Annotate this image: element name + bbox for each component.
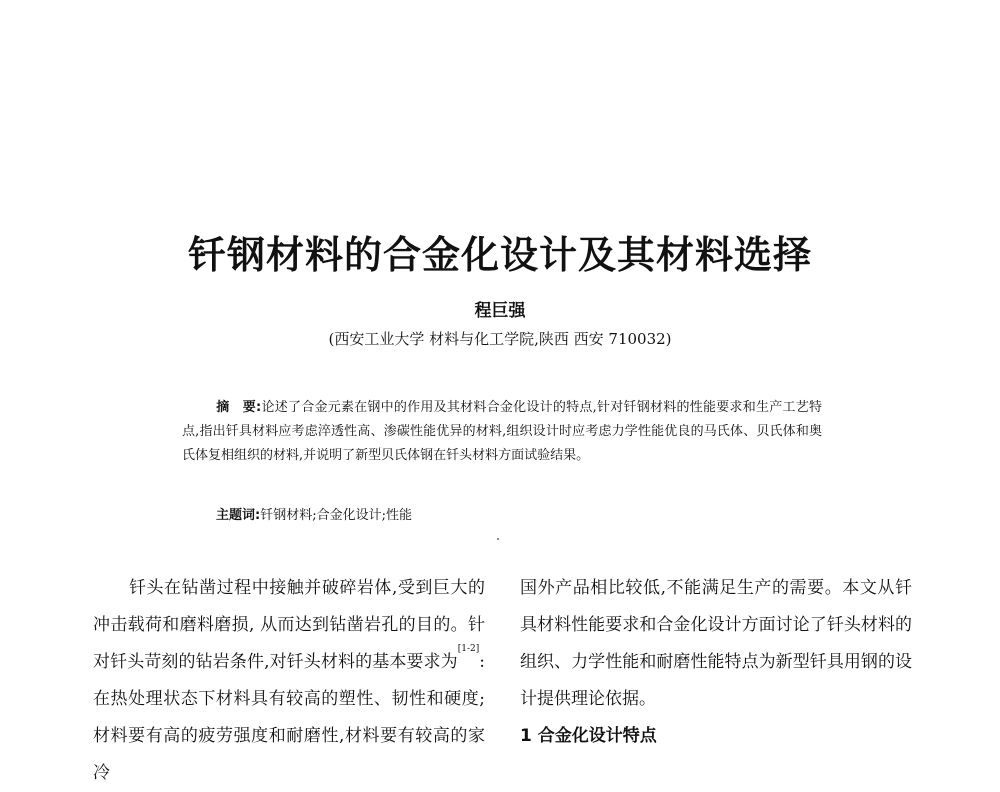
keywords-label: 主题词:	[216, 508, 261, 523]
abstract-label: 摘 要:	[216, 400, 262, 415]
body-column-left	[93, 570, 485, 792]
keywords	[216, 504, 816, 528]
intro-text-part2: :在热处理状态下材料具有较高的塑性、韧性和硬度;材料要有高的疲劳强度和耐磨性,材料要有较高的家冷	[93, 652, 485, 783]
keywords-text: 钎钢材料;合金化设计;性能	[260, 508, 412, 523]
author-affiliation: (西安工业大学 材料与化工学院,陕西 西安 710032)	[328, 330, 672, 348]
separator-mark	[497, 538, 499, 540]
intro-paragraph	[93, 570, 485, 792]
paper-title: 钎钢材料的合金化设计及其材料选择	[187, 232, 812, 277]
citation-ref: [1-2]	[457, 644, 480, 654]
abstract-text: 论述了合金元素在钢中的作用及其材料合金化设计的特点,针对钎钢材料的性能要求和生产工艺特点,指出钎具材料应考虑淬透性高、渗碳性能优异的材料,组织设计时应考虑力学性能优良的马氏体、贝氏体和奥氏体复相组织的材料,并说明了新型贝氏体钢在钎头材料方面试验结果。	[182, 400, 823, 463]
section-heading: 1 合金化设计特点	[520, 726, 657, 746]
intro-text-part1: 钎头在钻凿过程中接触并破碎岩体,受到巨大的冲击载荷和磨料磨损, 从而达到钻凿岩孔的目的。针对钎头苛刻的钻岩条件,对钎头材料的基本要求为	[93, 578, 485, 672]
body-column-right	[520, 570, 912, 755]
author-name: 程巨强	[474, 301, 526, 321]
abstract	[182, 396, 822, 468]
intro-paragraph-continued: 国外产品相比较低,不能满足生产的需要。本文从钎具材料性能要求和合金化设计方面讨论了钎头材料的组织、力学性能和耐磨性能特点为新型钎具用钢的设计提供理论依据。	[520, 578, 912, 709]
